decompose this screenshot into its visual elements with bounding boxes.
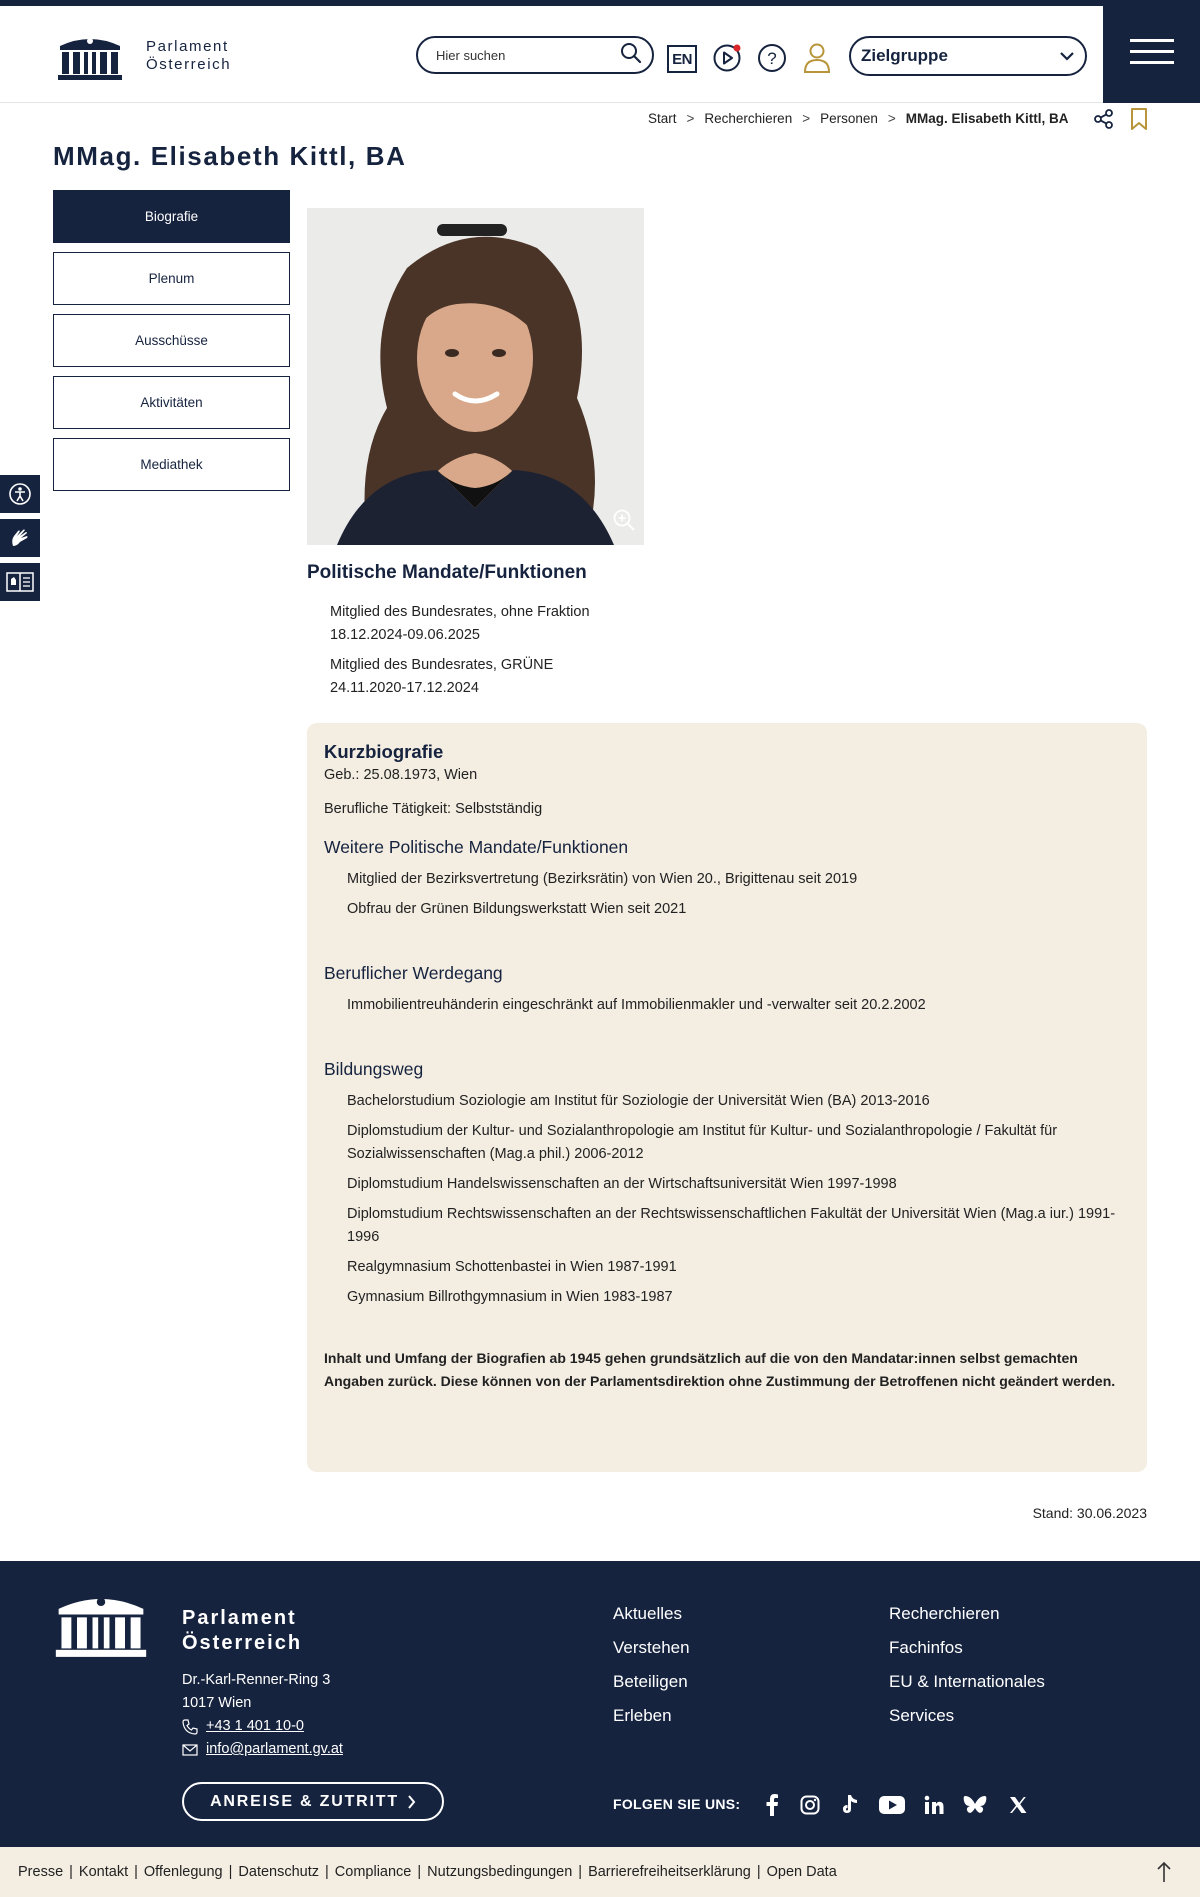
breadcrumb (648, 111, 1069, 126)
easy-language-icon (6, 571, 34, 593)
list-item: Realgymnasium Schottenbastei in Wien 1987-1991 (347, 1259, 677, 1275)
language-switch-button[interactable]: EN (667, 45, 697, 73)
footer-links-col1 (613, 1597, 690, 1733)
breadcrumb-recherchieren[interactable]: Recherchieren (704, 111, 793, 126)
list-item: Obfrau der Grünen Bildungswerkstatt Wien seit 2021 (347, 901, 687, 917)
person-sidenav (53, 190, 290, 500)
footer-link-erleben[interactable]: Erleben (613, 1706, 672, 1725)
footer-phone-link[interactable]: +43 1 401 10-0 (206, 1718, 304, 1734)
mandate-entry (330, 654, 590, 700)
breadcrumb-separator: > (686, 111, 695, 126)
footer-logo[interactable] (53, 1588, 149, 1663)
list-item: Diplomstudium Rechtswissenschaften an der Rechtswissenschaftlichen Fakultät der Universität Wien (Mag.a iur.) 1991-1996 (347, 1206, 1116, 1245)
sidenav-item-aktivitaeten[interactable]: Aktivitäten (53, 376, 290, 429)
site-footer (0, 1561, 1200, 1847)
footer-street: Dr.-Karl-Renner-Ring 3 (182, 1672, 331, 1688)
link-divider: | (417, 1864, 422, 1880)
bottom-link-nutzungsbedingungen[interactable]: Nutzungsbedingungen (427, 1864, 573, 1880)
list-item: Diplomstudium Handelswissenschaften an der Wirtschaftsuniversität Wien 1997-1998 (347, 1176, 897, 1192)
facebook-icon[interactable] (759, 1793, 785, 1817)
bottom-link-compliance[interactable]: Compliance (334, 1864, 412, 1880)
breadcrumb-separator: > (802, 111, 811, 126)
mandate-period: 24.11.2020-17.12.2024 (330, 680, 479, 696)
share-icon[interactable] (1093, 108, 1115, 135)
help-icon[interactable] (756, 42, 788, 74)
sidenav-item-biografie[interactable]: Biografie (53, 190, 290, 243)
search-input[interactable] (436, 48, 616, 63)
bottom-link-open-data[interactable]: Open Data (766, 1864, 837, 1880)
mandates-list (330, 601, 590, 707)
footer-link-recherchieren[interactable]: Recherchieren (889, 1604, 1000, 1623)
logo-line2: Österreich (146, 56, 232, 73)
sidenav-item-ausschuesse[interactable]: Ausschüsse (53, 314, 290, 367)
svg-text:?: ? (767, 49, 777, 68)
easy-language-tab[interactable] (0, 563, 40, 601)
parliament-logo[interactable] (56, 32, 231, 80)
footer-email-link[interactable]: info@parlament.gv.at (206, 1741, 343, 1757)
zielgruppe-label: Zielgruppe (861, 46, 948, 65)
site-header (0, 6, 1200, 103)
footer-links-col2 (889, 1597, 1045, 1733)
footer-name-line2: Österreich (182, 1632, 303, 1654)
hamburger-icon (1130, 31, 1174, 72)
accessibility-icon (8, 482, 32, 506)
scroll-to-top-icon[interactable] (1156, 1861, 1172, 1887)
mandate-entry (330, 601, 590, 647)
further-mandates-list (324, 868, 1130, 921)
footer-link-services[interactable]: Services (889, 1706, 955, 1725)
accessibility-tab[interactable] (0, 475, 40, 513)
footer-parliament-logo-icon (53, 1588, 149, 1658)
bottom-link-barrierefreiheit[interactable]: Barrierefreiheitserklärung (588, 1864, 751, 1880)
portrait-photo[interactable] (307, 208, 644, 545)
linkedin-icon[interactable] (921, 1793, 947, 1817)
breadcrumb-start[interactable]: Start (648, 111, 677, 126)
bio-disclaimer: Inhalt und Umfang der Biografien ab 1945 gehen grundsätzlich auf die von den Mandatar:innen selbst gemachten Angaben zurück. Diese können von der Parlamentsdirektion ohne Zustimmung der Betroffenen nicht geändert werden. (324, 1350, 1116, 1389)
logo-line1: Parlament (146, 38, 229, 55)
footer-phone-row (182, 1715, 343, 1738)
parliament-logo-icon (56, 32, 124, 80)
bluesky-icon[interactable] (962, 1793, 988, 1817)
instagram-icon[interactable] (797, 1793, 823, 1817)
search-icon[interactable] (620, 42, 642, 69)
bottom-link-kontakt[interactable]: Kontakt (78, 1864, 129, 1880)
sidenav-item-plenum[interactable]: Plenum (53, 252, 290, 305)
breadcrumb-personen[interactable]: Personen (820, 111, 878, 126)
mail-icon (182, 1743, 198, 1757)
bookmark-icon[interactable] (1130, 108, 1148, 135)
breadcrumb-current: MMag. Elisabeth Kittl, BA (905, 111, 1069, 126)
phone-icon (182, 1719, 198, 1735)
bio-birth: Geb.: 25.08.1973, Wien (324, 767, 478, 783)
list-item: Bachelorstudium Soziologie am Institut für Soziologie der Universität Wien (BA) 2013-2016 (347, 1093, 930, 1109)
link-divider: | (228, 1864, 233, 1880)
bottom-link-presse[interactable]: Presse (18, 1864, 64, 1880)
link-divider: | (134, 1864, 138, 1880)
youtube-icon[interactable] (877, 1793, 907, 1817)
sidenav-item-mediathek[interactable]: Mediathek (53, 438, 290, 491)
career-list (324, 994, 1130, 1017)
chevron-down-icon (1059, 46, 1075, 66)
search-box (416, 36, 654, 74)
chevron-right-icon (407, 1795, 416, 1809)
stand-date: Stand: 30.06.2023 (1032, 1505, 1147, 1521)
anreise-label: ANREISE & ZUTRITT (210, 1792, 399, 1810)
link-divider: | (578, 1864, 583, 1880)
link-divider: | (325, 1864, 329, 1880)
anreise-button[interactable] (182, 1782, 444, 1821)
footer-link-verstehen[interactable]: Verstehen (613, 1638, 690, 1657)
footer-bottom-links (0, 1847, 1200, 1897)
tiktok-icon[interactable] (837, 1793, 863, 1817)
footer-email-row (182, 1738, 343, 1761)
mandate-role: Mitglied des Bundesrates, GRÜNE (330, 657, 554, 673)
footer-link-eu[interactable]: EU & Internationales (889, 1672, 1045, 1691)
x-icon[interactable] (1005, 1793, 1031, 1817)
sign-language-icon (8, 526, 32, 550)
sign-language-tab[interactable] (0, 519, 40, 557)
education-list (324, 1090, 1130, 1309)
footer-name (182, 1606, 302, 1656)
footer-link-aktuelles[interactable]: Aktuelles (613, 1604, 682, 1623)
career-heading: Beruflicher Werdegang (324, 963, 503, 983)
zielgruppe-select[interactable] (849, 36, 1087, 76)
list-item: Diplomstudium der Kultur- und Sozialanthropologie am Institut für Kultur- und Sozialanthropologie / Fakultät für Sozialwissenschaften (Mag.a phil.) 2006-2012 (347, 1123, 1058, 1162)
portrait-image (307, 208, 644, 545)
footer-link-fachinfos[interactable]: Fachinfos (889, 1638, 963, 1657)
bio-heading: Kurzbiografie (324, 741, 444, 762)
footer-address (182, 1669, 343, 1761)
user-account-icon[interactable] (801, 42, 833, 74)
short-biography-box (307, 723, 1147, 1472)
link-divider: | (69, 1864, 73, 1880)
follow-label: FOLGEN SIE UNS: (613, 1796, 741, 1812)
bottom-link-offenlegung[interactable]: Offenlegung (143, 1864, 223, 1880)
mandates-heading: Politische Mandate/Funktionen (307, 562, 587, 583)
media-play-icon[interactable] (711, 42, 743, 74)
main-menu-button[interactable] (1103, 0, 1200, 103)
logo-text (146, 38, 231, 74)
breadcrumb-separator: > (887, 111, 896, 126)
further-mandates-heading: Weitere Politische Mandate/Funktionen (324, 837, 629, 857)
footer-city: 1017 Wien (182, 1695, 252, 1711)
list-item: Gymnasium Billrothgymnasium in Wien 1983-1987 (347, 1289, 673, 1305)
footer-name-line1: Parlament (182, 1607, 297, 1629)
bottom-link-datenschutz[interactable]: Datenschutz (238, 1864, 320, 1880)
mandate-role: Mitglied des Bundesrates, ohne Fraktion (330, 604, 590, 620)
list-item: Mitglied der Bezirksvertretung (Bezirksrätin) von Wien 20., Brigittenau seit 2019 (347, 871, 858, 887)
page-title: MMag. Elisabeth Kittl, BA (53, 141, 407, 171)
bio-job: Berufliche Tätigkeit: Selbstständig (324, 801, 543, 817)
zoom-in-icon[interactable] (612, 508, 636, 537)
education-heading: Bildungsweg (324, 1059, 424, 1079)
list-item: Immobilientreuhänderin eingeschränkt auf Immobilienmakler und -verwalter seit 20.2.2002 (347, 997, 926, 1013)
footer-link-beteiligen[interactable]: Beteiligen (613, 1672, 688, 1691)
link-divider: | (756, 1864, 761, 1880)
mandate-period: 18.12.2024-09.06.2025 (330, 627, 480, 643)
